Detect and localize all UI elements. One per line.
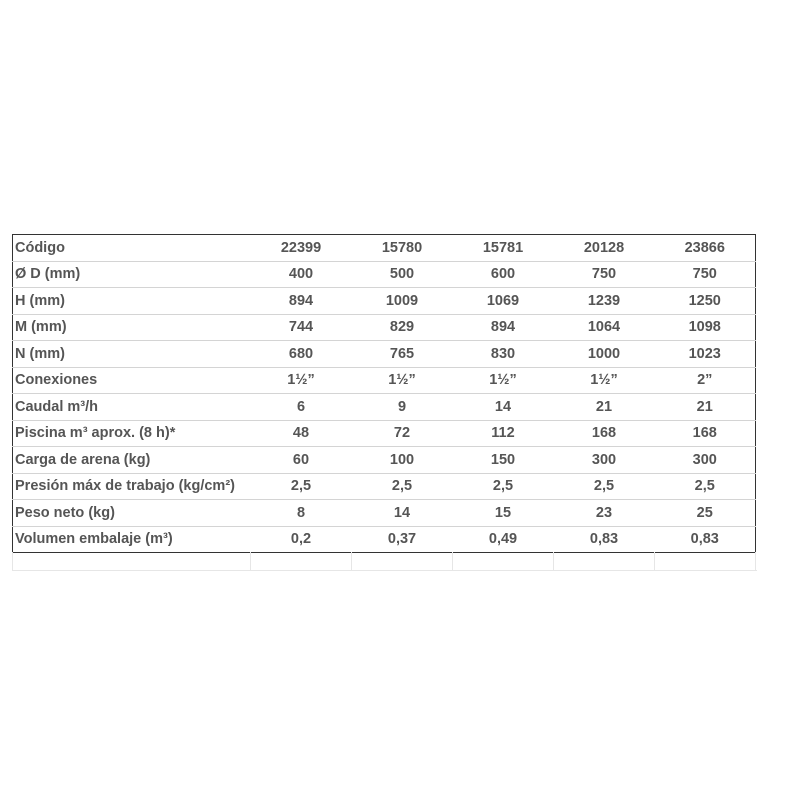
cell-value: 1069	[453, 288, 554, 315]
cell-value: 1½”	[554, 367, 655, 394]
cell-value: 1009	[352, 288, 453, 315]
row-label: Caudal m³/h	[13, 394, 251, 421]
cell-value: 168	[655, 420, 756, 447]
cell-value: 14	[352, 500, 453, 527]
cell-value: 2,5	[352, 473, 453, 500]
cell-value: 0,83	[690, 531, 719, 548]
cell-value: 300	[554, 447, 655, 474]
cell-value: 2”	[655, 367, 756, 394]
cell-value: 2,5	[453, 473, 554, 500]
row-label: Peso neto (kg)	[13, 500, 251, 527]
cell-value: 0,49	[488, 531, 518, 548]
cell-value: 744	[251, 314, 352, 341]
table-row-carga-arena	[13, 447, 756, 474]
cell-value: 0,37	[387, 531, 417, 548]
cell-value: 60	[251, 447, 352, 474]
gridline	[654, 552, 655, 570]
cell-value: 150	[453, 447, 554, 474]
table-row-conexiones	[13, 367, 756, 394]
row-label: Ø D (mm)	[13, 261, 251, 288]
cell-value: 1000	[554, 341, 655, 368]
cell-value: 168	[554, 420, 655, 447]
table-row-codigo	[13, 235, 756, 262]
cell-value: 9	[352, 394, 453, 421]
table-row-piscina	[13, 420, 756, 447]
row-label: N (mm)	[13, 341, 251, 368]
gridline	[452, 552, 453, 570]
gridline	[553, 552, 554, 570]
row-label: Presión máx de trabajo (kg/cm²)	[13, 473, 251, 500]
cell-value: 600	[453, 261, 554, 288]
cell-value: 500	[352, 261, 453, 288]
cell-value: 894	[453, 314, 554, 341]
cell-value: 1023	[655, 341, 756, 368]
row-label: Conexiones	[13, 367, 251, 394]
cell-value: 112	[453, 420, 554, 447]
table-row-diametro	[13, 261, 756, 288]
table-row-m	[13, 314, 756, 341]
cell-value: 680	[251, 341, 352, 368]
table-row-presion	[13, 473, 756, 500]
cell-value: 1½”	[453, 367, 554, 394]
cell-value: 14	[453, 394, 554, 421]
cell-value: 1½”	[352, 367, 453, 394]
cell-value: 1239	[554, 288, 655, 315]
cell-value: 1½”	[251, 367, 352, 394]
cell-value: 830	[453, 341, 554, 368]
cell-value: 15780	[352, 235, 453, 262]
cell-value: 100	[352, 447, 453, 474]
table-row-volumen-embalaje	[13, 526, 756, 553]
row-label: M (mm)	[13, 314, 251, 341]
cell-value: 23866	[655, 235, 756, 262]
cell-value: 400	[251, 261, 352, 288]
cell-value: 21	[655, 394, 756, 421]
row-label: Volumen embalaje (m³)	[15, 531, 173, 548]
cell-value: 25	[655, 500, 756, 527]
cell-value: 300	[655, 447, 756, 474]
cell-value: 750	[655, 261, 756, 288]
cell-value: 2,5	[554, 473, 655, 500]
cell-value: 20128	[554, 235, 655, 262]
table-row-caudal	[13, 394, 756, 421]
table-row-h	[13, 288, 756, 315]
cell-value: 2,5	[655, 473, 756, 500]
table-row-n	[13, 341, 756, 368]
gridline	[755, 552, 756, 570]
cell-value: 1064	[554, 314, 655, 341]
row-label: Carga de arena (kg)	[13, 447, 251, 474]
cell-value: 22399	[251, 235, 352, 262]
cell-value: 21	[554, 394, 655, 421]
specifications-table	[12, 234, 756, 553]
cell-value: 1250	[655, 288, 756, 315]
cell-value: 0,83	[589, 531, 619, 548]
cell-value: 1098	[655, 314, 756, 341]
cell-value: 8	[251, 500, 352, 527]
row-label: H (mm)	[13, 288, 251, 315]
cell-value: 0,2	[290, 531, 312, 548]
cell-value: 72	[352, 420, 453, 447]
row-label: Piscina m³ aprox. (8 h)*	[13, 420, 251, 447]
row-label: Código	[13, 235, 251, 262]
cell-value: 6	[251, 394, 352, 421]
cell-value: 15781	[453, 235, 554, 262]
cell-value: 23	[554, 500, 655, 527]
cell-value: 750	[554, 261, 655, 288]
table-row-peso-neto	[13, 500, 756, 527]
cell-value: 2,5	[251, 473, 352, 500]
spreadsheet-gridlines	[12, 552, 757, 571]
cell-value: 48	[251, 420, 352, 447]
gridline	[351, 552, 352, 570]
gridline	[250, 552, 251, 570]
cell-value: 829	[352, 314, 453, 341]
cell-value: 894	[251, 288, 352, 315]
cell-value: 15	[453, 500, 554, 527]
cell-value: 765	[352, 341, 453, 368]
